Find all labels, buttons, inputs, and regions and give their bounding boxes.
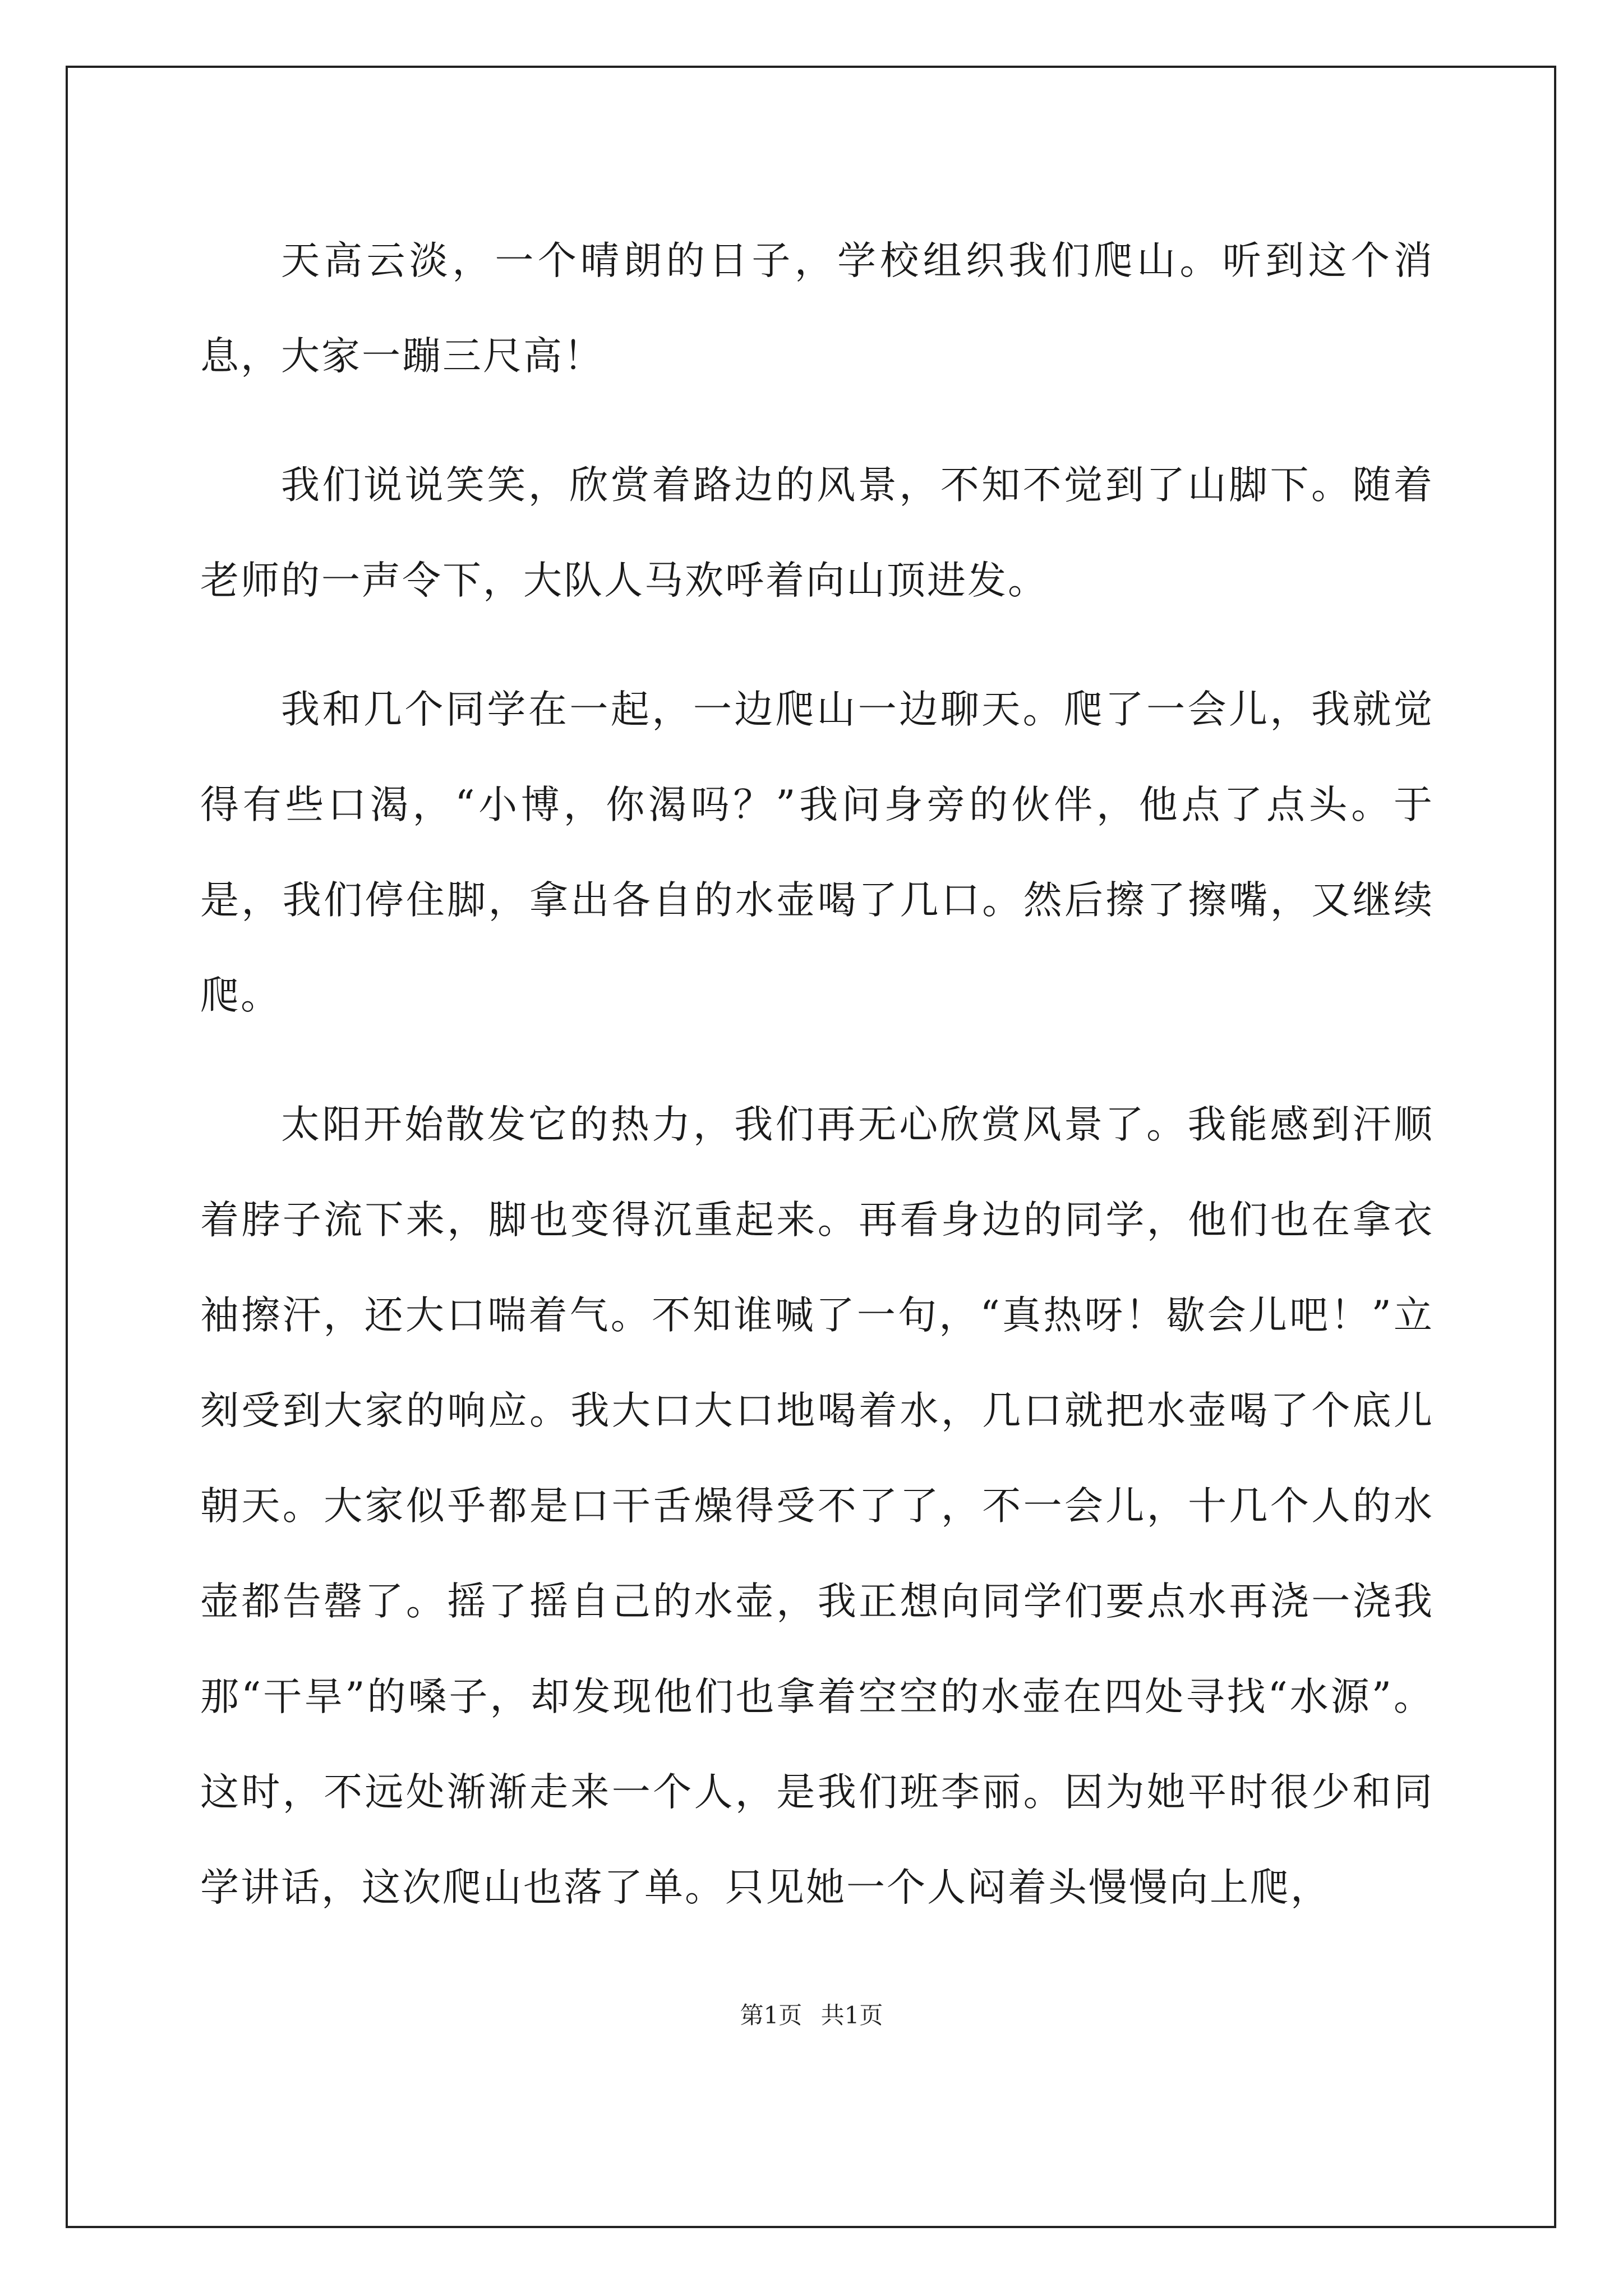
- page-number: 第1页: [740, 2001, 803, 2029]
- paragraph: 我和几个同学在一起，一边爬山一边聊天。爬了一会儿，我就觉得有些口渴，“小博，你渴吗？”我问身旁的伙伴，他点了点头。于是，我们停住脚，拿出各自的水壶喝了几口。然后擦了擦嘴，又继续爬。: [200, 687, 1434, 1018]
- page-footer: [0, 1997, 1623, 2031]
- paragraph: 我们说说笑笑，欣赏着路边的风景，不知不觉到了山脚下。随着老师的一声令下，大队人马欢呼着向山顶进发。: [200, 463, 1434, 603]
- page-total: 共1页: [820, 2001, 883, 2029]
- paragraph: 天高云淡，一个晴朗的日子，学校组织我们爬山。听到这个消息，大家一蹦三尺高！: [200, 238, 1434, 379]
- paragraph: 太阳开始散发它的热力，我们再无心欣赏风景了。我能感到汗顺着脖子流下来，脚也变得沉重起来。再看身边的同学，他们也在拿衣袖擦汗，还大口喘着气。不知谁喊了一句，“真热呀！歇会儿吧！”立刻受到大家的响应。我大口大口地喝着水，几口就把水壶喝了个底儿朝天。大家似乎都是口干舌燥得受不了了，不一会儿，十几个人的水壶都告罄了。摇了摇自己的水壶，我正想向同学们要点水再浇一浇我那“干旱”的嗓子，却发现他们也拿着空空的水壶在四处寻找“水源”。这时，不远处渐渐走来一个人，是我们班李丽。因为她平时很少和同学讲话，这次爬山也落了单。只见她一个人闷着头慢慢向上爬，: [200, 1102, 1434, 1910]
- document-body: [200, 213, 1434, 1969]
